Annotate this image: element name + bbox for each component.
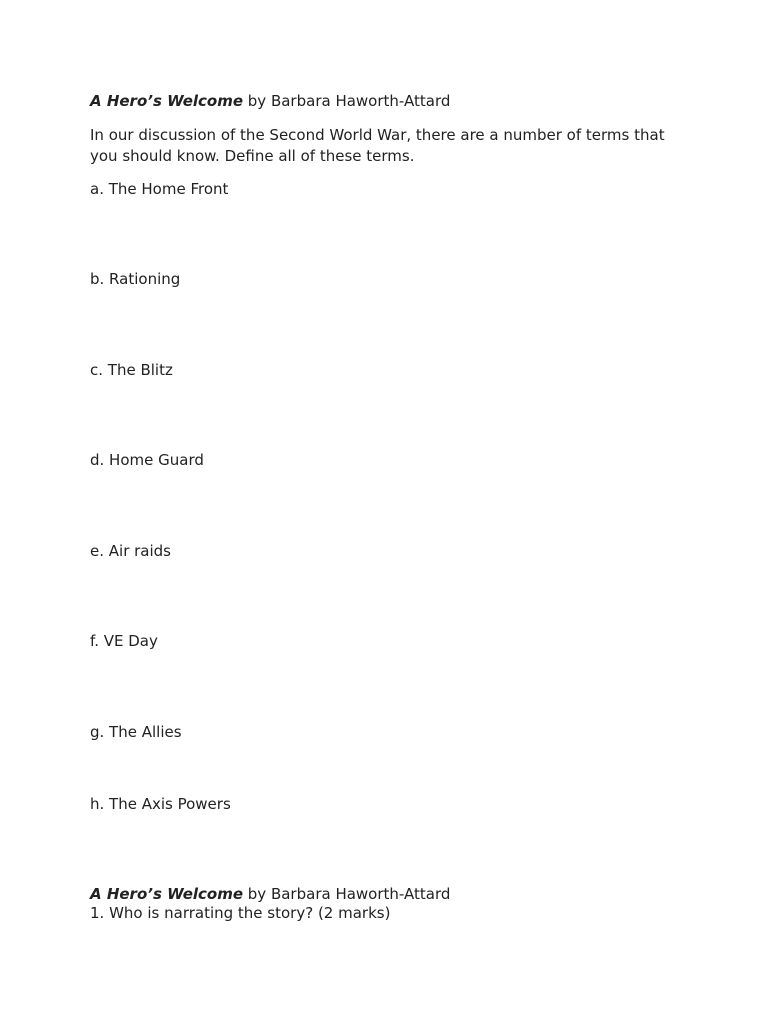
term-item-blitz: c. The Blitz — [90, 361, 173, 379]
story-title: A Hero’s Welcome — [90, 885, 244, 903]
term-item-home-guard: d. Home Guard — [90, 451, 204, 469]
term-item-ve-day: f. VE Day — [90, 632, 158, 650]
term-item-home-front: a. The Home Front — [90, 180, 229, 198]
author-byline: by Barbara Haworth-Attard — [243, 885, 451, 903]
story-title: A Hero’s Welcome — [90, 92, 244, 110]
term-item-rationing: b. Rationing — [90, 270, 181, 288]
author-byline: by Barbara Haworth-Attard — [243, 92, 451, 110]
instructions-paragraph — [90, 125, 690, 167]
term-item-air-raids: e. Air raids — [90, 542, 171, 560]
term-item-allies: g. The Allies — [90, 723, 182, 741]
instructions-line-2: you should know. Define all of these terms. — [90, 147, 415, 165]
section2-heading — [90, 884, 450, 905]
question-item-1: 1. Who is narrating the story? (2 marks) — [90, 904, 391, 922]
term-item-axis-powers: h. The Axis Powers — [90, 795, 231, 813]
instructions-line-1: In our discussion of the Second World War, there are a number of terms that — [90, 126, 665, 144]
section1-heading — [90, 91, 450, 112]
